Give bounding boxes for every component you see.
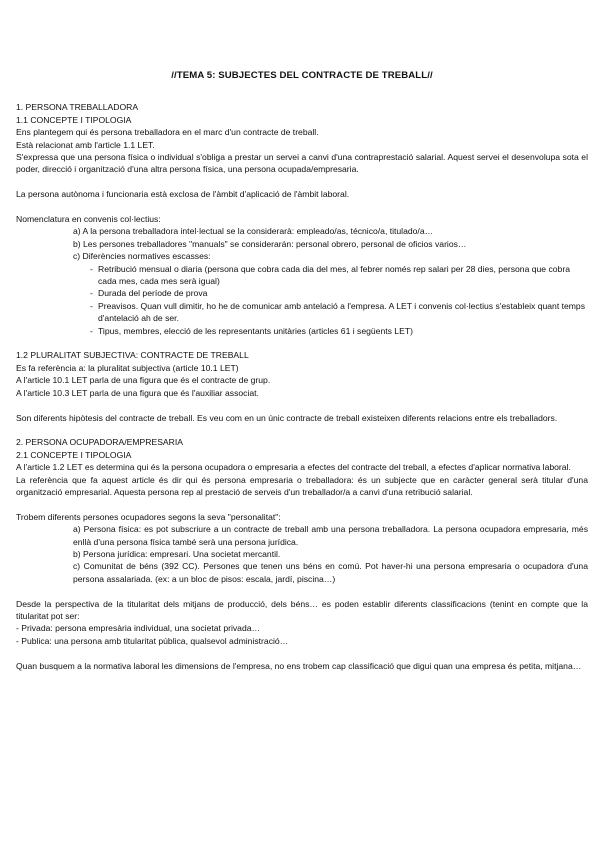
paragraph: La persona autònoma i funcionaria està exclosa de l'àmbit d'aplicació de l'àmbit laboral.	[16, 189, 350, 200]
list-item: a) A la persona treballadora intel·lectual se la considerarà: empleado/as, técnico/a, titulado/a…	[73, 226, 434, 237]
paragraph: Son diferents hipòtesis del contracte de treball. Es veu com en un únic contracte de treball existeixen diferents relacions entre els treballadors.	[16, 412, 558, 423]
bullet-item: - Retribució mensual o diaria (persona que cobra cada dia del mes, al febrer només rep salari per 28 dies, persona que cobra cada mes, cada mes serà igual)	[90, 263, 570, 287]
page-title: //TEMA 5: SUBJECTES DEL CONTRACTE DE TREBALL//	[171, 70, 433, 81]
bullet-icon: -	[90, 263, 93, 274]
paragraph: Es fa referència a: la pluralitat subjectiva (article 10.1 LET)	[16, 362, 239, 373]
paragraph: - Privada: persona empresària individual, una societat privada…	[16, 623, 261, 634]
paragraph: A l'article 10.3 LET parla de una figura que és l'auxiliar associat.	[16, 387, 259, 398]
bullet-item: - Tipus, membres, elecció de les representants unitàries (articles 61 i següents LET)	[90, 325, 413, 336]
paragraph: Trobem diferents persones ocupadores segons la seva "personalitat":	[16, 511, 281, 522]
bullet-icon: -	[90, 300, 93, 311]
paragraph: A l'article 10.1 LET parla de una figura que és el contracte de grup.	[16, 375, 271, 386]
section-1-2-heading: 1.2 PLURALITAT SUBJECTIVA: CONTRACTE DE TREBALL	[16, 350, 249, 361]
paragraph: La referència que fa aquest article és dir qui és persona empresaria o treballadora: és un subjecte que en caràcter general serà titular d'una organització empresarial. Aquesta persona rep al prestació de serveis d'un treballador/a a canvi d'una retribució salarial.	[16, 474, 588, 497]
bullet-icon: -	[90, 325, 93, 336]
paragraph: - Publica: una persona amb titularitat pública, qualsevol administració…	[16, 635, 289, 646]
paragraph: Nomenclatura en convenis col·lectius:	[16, 214, 161, 225]
list-item: b) Les persones treballadores "manuals" se considerarán: personal obrero, personal de oficios varios…	[73, 238, 467, 249]
bullet-item: - Preavisos. Quan vull dimitir, ho he de comunicar amb antelació a l'empresa. A LET i convenis col·lectius s'estableix quant temps d'antelació ah de ser.	[90, 300, 586, 324]
paragraph: S'expressa que una persona física o individual s'obliga a prestar un servei a canvi d'una contraprestació salarial. Aquest servei el desenvolupa sota el poder, direcció i organització d'una altra persona física, una persona ocupada/empresaria.	[16, 152, 588, 175]
paragraph: A l'article 1.2 LET es determina qui és la persona ocupadora o empresaria a efectes del contracte del treball, a efectes d'aplicar normativa laboral.	[16, 462, 571, 473]
document-page	[16, 70, 588, 672]
section-2-1-heading: 2.1 CONCEPTE I TIPOLOGIA	[16, 449, 132, 460]
section-1-heading: 1. PERSONA TREBALLADORA	[16, 102, 139, 113]
list-item: a) Persona física: es pot subscriure a un contracte de treball amb una persona treballadora. La persona ocupadora empresaria, més enllà d'una persona física també serà una persona jurídica.	[73, 524, 588, 547]
paragraph: Està relacionat amb l'article 1.1 LET.	[16, 139, 155, 150]
list-item: c) Diferències normatives escasses:	[73, 251, 211, 262]
list-item: c) Comunitat de béns (392 CC). Persones que tenen uns béns en comú. Pot haver-hi una persona empresaria o ocupadora d'una persona assalariada. (ex: a un bloc de pisos: escala, jardí, piscina…)	[73, 561, 588, 584]
bullet-icon: -	[90, 288, 93, 299]
list-item: b) Persona jurídica: empresari. Una societat mercantil.	[73, 548, 281, 559]
section-1-1-heading: 1.1 CONCEPTE I TIPOLOGIA	[16, 114, 132, 125]
paragraph: Desde la perspectiva de la titularitat dels mitjans de producció, dels béns… es poden establir diferents classificacions (tenint en compte que la titularitat pot ser:	[16, 598, 588, 621]
paragraph: Ens plantegem qui és persona treballadora en el marc d'un contracte de treball.	[16, 127, 319, 138]
section-2-heading: 2. PERSONA OCUPADORA/EMPRESARIA	[16, 437, 183, 448]
bullet-item: - Durada del període de prova	[90, 288, 208, 299]
paragraph: Quan busquem a la normativa laboral les dimensions de l'empresa, no ens trobem cap classificació que digui quan una empresa és petita, mitjana…	[16, 660, 582, 671]
